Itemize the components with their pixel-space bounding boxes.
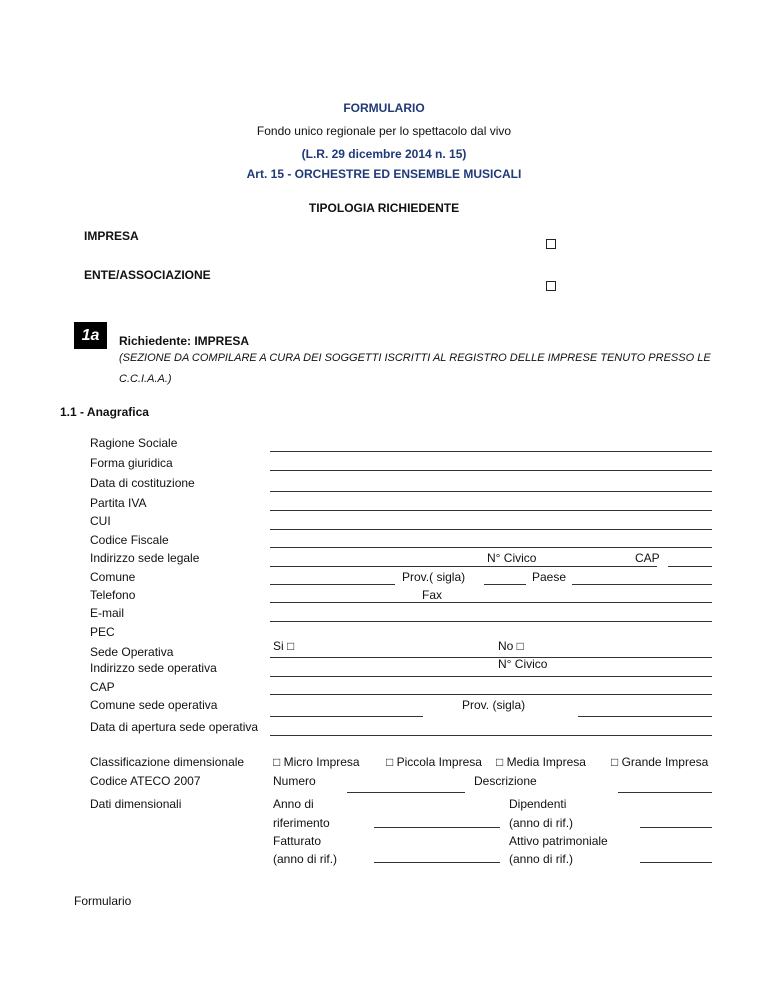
field-partita-iva[interactable] — [270, 510, 712, 511]
tipologia-impresa-label: IMPRESA — [84, 229, 139, 243]
section-badge: 1a — [74, 322, 107, 349]
field-cui[interactable] — [270, 529, 712, 530]
section-note-line1: (SEZIONE DA COMPILARE A CURA DEI SOGGETTI ISCRITTI AL REGISTRO DELLE IMPRESE TENUTO PRESSO LE — [119, 352, 711, 364]
field-data-apertura[interactable] — [270, 735, 712, 736]
label-sede-operativa: Sede Operativa — [90, 645, 174, 659]
label-classificazione: Classificazione dimensionale — [90, 755, 245, 769]
label-prov-sigla-operativa: Prov. (sigla) — [462, 698, 526, 712]
field-cap-legale[interactable] — [668, 566, 712, 567]
label-ragione-sociale: Ragione Sociale — [90, 436, 178, 450]
field-ragione-sociale[interactable] — [270, 451, 712, 452]
field-paese[interactable] — [572, 584, 712, 585]
label-dipendenti: Dipendenti — [509, 797, 567, 811]
label-indirizzo-sede-legale: Indirizzo sede legale — [90, 551, 200, 565]
form-title: FORMULARIO — [343, 101, 425, 115]
article-reference: Art. 15 - ORCHESTRE ED ENSEMBLE MUSICALI — [246, 167, 522, 181]
option-grande-impresa[interactable]: □ Grande Impresa — [611, 755, 709, 769]
section-title: Richiedente: IMPRESA — [119, 334, 250, 348]
footer-label: Formulario — [74, 894, 132, 908]
field-telefono-fax[interactable] — [270, 602, 712, 603]
field-pec[interactable] — [270, 657, 712, 658]
field-comune[interactable] — [270, 584, 395, 585]
law-reference: (L.R. 29 dicembre 2014 n. 15) — [301, 147, 467, 161]
option-media-impresa[interactable]: □ Media Impresa — [496, 755, 586, 769]
label-anno-di: Anno di — [273, 797, 314, 811]
label-cap: CAP — [90, 680, 115, 694]
field-dipendenti[interactable] — [640, 827, 712, 828]
field-ateco-numero[interactable] — [347, 792, 465, 793]
label-attivo: Attivo patrimoniale — [509, 834, 608, 848]
label-forma-giuridica: Forma giuridica — [90, 456, 173, 470]
label-attivo-anno: (anno di rif.) — [509, 852, 574, 866]
label-fatturato: Fatturato — [273, 834, 322, 848]
label-comune: Comune — [90, 570, 136, 584]
label-cap-legale: CAP — [635, 551, 660, 565]
field-comune-sede-operativa[interactable] — [270, 716, 423, 717]
label-fatturato-anno: (anno di rif.) — [273, 852, 338, 866]
field-ateco-descrizione[interactable] — [618, 792, 712, 793]
field-codice-fiscale[interactable] — [270, 547, 712, 548]
label-numero: Numero — [273, 774, 316, 788]
label-pec: PEC — [90, 625, 115, 639]
field-email[interactable] — [270, 621, 712, 622]
label-n-civico: N° Civico — [487, 551, 537, 565]
field-indirizzo-sede-legale[interactable] — [270, 566, 657, 567]
label-dati-dimensionali: Dati dimensionali — [90, 797, 182, 811]
form-subtitle: Fondo unico regionale per lo spettacolo dal vivo — [256, 124, 512, 138]
label-dipendenti-anno: (anno di rif.) — [509, 816, 574, 830]
label-comune-sede-operativa: Comune sede operativa — [90, 698, 218, 712]
field-cap-operativa[interactable] — [270, 694, 712, 695]
anagrafica-title: 1.1 - Anagrafica — [60, 405, 149, 419]
field-forma-giuridica[interactable] — [270, 470, 712, 471]
label-n-civico-operativa: N° Civico — [498, 657, 548, 671]
field-indirizzo-sede-operativa[interactable] — [270, 676, 712, 677]
tipologia-title: TIPOLOGIA RICHIEDENTE — [308, 201, 460, 215]
field-data-costituzione[interactable] — [270, 491, 712, 492]
tipologia-impresa-checkbox[interactable] — [546, 239, 556, 249]
label-descrizione: Descrizione — [474, 774, 537, 788]
label-data-apertura: Data di apertura sede operativa — [90, 720, 259, 734]
label-email: E-mail — [90, 606, 125, 620]
tipologia-ente-checkbox[interactable] — [546, 281, 556, 291]
option-no[interactable]: No □ — [498, 639, 524, 653]
label-fax: Fax — [422, 588, 443, 602]
field-prov-sigla[interactable] — [484, 584, 526, 585]
label-paese: Paese — [532, 570, 567, 584]
label-riferimento: riferimento — [273, 816, 330, 830]
field-attivo-patrimoniale[interactable] — [640, 862, 712, 863]
label-codice-fiscale: Codice Fiscale — [90, 533, 169, 547]
field-fatturato[interactable] — [374, 862, 500, 863]
label-cui: CUI — [90, 514, 111, 528]
label-indirizzo-sede-operativa: Indirizzo sede operativa — [90, 661, 217, 675]
option-micro-impresa[interactable]: □ Micro Impresa — [273, 755, 360, 769]
field-anno-riferimento[interactable] — [374, 827, 500, 828]
label-partita-iva: Partita IVA — [90, 496, 147, 510]
tipologia-ente-label: ENTE/ASSOCIAZIONE — [84, 268, 211, 282]
option-piccola-impresa[interactable]: □ Piccola Impresa — [386, 755, 482, 769]
section-note-line2: C.C.I.A.A.) — [119, 373, 172, 385]
label-telefono: Telefono — [90, 588, 136, 602]
field-prov-sigla-operativa[interactable] — [578, 716, 712, 717]
label-prov-sigla: Prov.( sigla) — [402, 570, 466, 584]
option-si[interactable]: Si □ — [273, 639, 295, 653]
label-ateco: Codice ATECO 2007 — [90, 774, 201, 788]
label-data-costituzione: Data di costituzione — [90, 476, 195, 490]
